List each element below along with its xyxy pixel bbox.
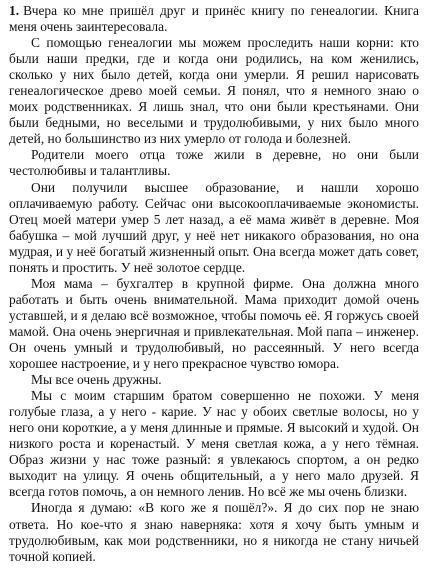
paragraph-4: Они получили высшее образование, и нашли хорошо оплачиваемую работу. Сейчас они высокооплачиваемые экономисты. Отец моей матери умер 5 лет назад, а её мама живёт в деревне. Моя бабушка – мой лучший друг, у неё нет никакого образования, но она мудрая, и у неё богатый жизненный опыт. Она всегда может дать совет, понять и простить. У неё золотое сердце. [9,179,419,275]
paragraph-7: Мы с моим старшим братом совершенно не похожи. У меня голубые глаза, а у него - карие. У нас у обоих светлые волосы, но у него они короткие, а у меня длинные и прямые. Я высокий и худой. Он низкого роста и коренастый. У меня светлая кожа, а у него тёмная. Образ жизни у нас тоже разный: я увлекаюсь спортом, а он редко выходит на улицу. Я очень общительный, а у него мало друзей. Я всегда готов помочь, а он немного ленив. Но всё же мы очень близки. [9,388,419,500]
task-number: 1. [9,3,20,18]
paragraph-6: Мы все очень дружны. [31,372,162,388]
paragraph-3: Родители моего отца тоже жили в деревне, но они были честолюбивы и талантливы. [9,147,419,179]
paragraph-1 [9,3,419,35]
paragraph-1-text: Вчера ко мне пришёл друг и принёс книгу по генеалогии. Книга меня очень заинтересовала. [9,3,419,35]
paragraph-8: Иногда я думаю: «В кого же я пошёл?». Я до сих пор не знаю ответа. Но кое-что я знаю наверняка: хотя я хочу быть умным и трудолюбивым, как мои родственники, но я никогда не стану ничьей точной копией. [9,500,419,564]
paragraph-5: Моя мама – бухгалтер в крупной фирме. Она должна много работать и быть очень внимательной. Мама приходит домой очень уставшей, и я делаю всё возможное, чтобы помочь её. Я горжусь своей мамой. Она очень энергичная и привлекательная. Мой папа – инженер. Он очень умный и трудолюбивый, но рассеянный. У него всегда хорошее настроение, и у него прекрасное чувство юмора. [9,275,419,372]
paragraph-2: С помощью генеалогии мы можем проследить наши корни: кто были наши предки, где и когда они родились, на ком женились, сколько у них было детей, когда они умерли. Я решил нарисовать генеалогическое древо моей семьи. Я понял, что я немного знаю о моих родственниках. Я лишь знал, что они были крестьянами. Они были бедными, но веселыми и трудолюбивыми, у них было много детей, но большинство из них умерло от голода и болезней. [9,35,419,147]
